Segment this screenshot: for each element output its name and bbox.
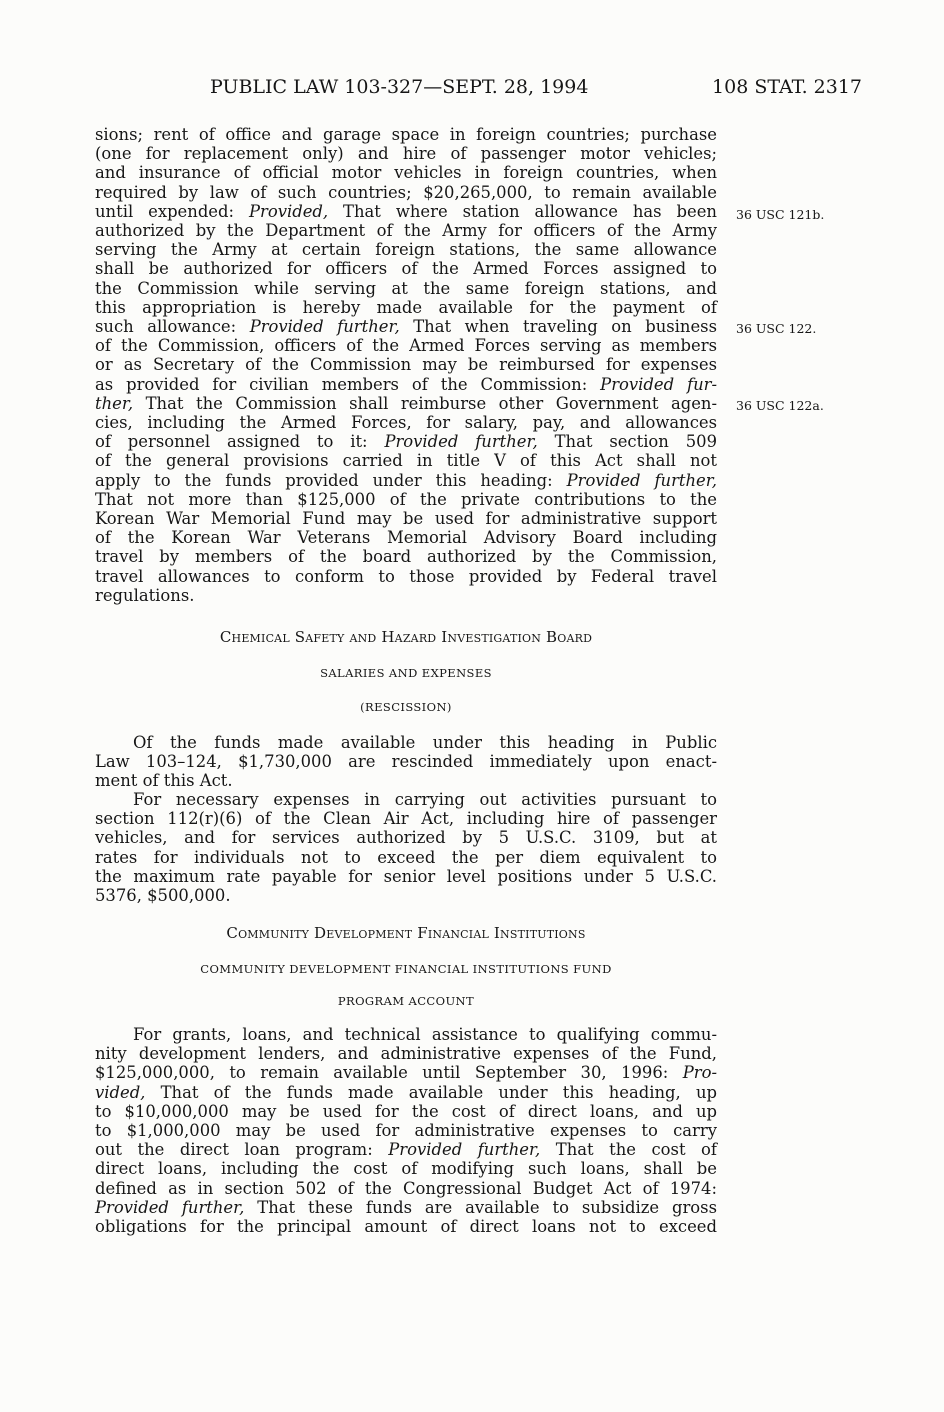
text-line: the Commission while serving at the same foreign stations, and bbox=[95, 278, 717, 298]
text-line: For necessary expenses in carrying out activities pursuant to bbox=[133, 790, 717, 809]
proviso-italic: Provided fur- bbox=[600, 374, 718, 394]
text-line: Korean War Memorial Fund may be used for administrative support bbox=[95, 509, 717, 529]
running-head-title: PUBLIC LAW 103-327—SEPT. 28, 1994 bbox=[210, 76, 589, 98]
text-line: 5376, $500,000. bbox=[95, 886, 231, 906]
text-line: vided, That of the funds made available under this heading, up bbox=[95, 1082, 717, 1102]
margin-citation: 36 USC 122. bbox=[736, 321, 817, 336]
text-line: apply to the funds provided under this heading: Provided further, bbox=[95, 470, 717, 490]
text-line: of personnel assigned to it: Provided further, That section 509 bbox=[95, 432, 717, 452]
text-line: until expended: Provided, That where station allowance has been bbox=[95, 201, 717, 221]
text-line: as provided for civilian members of the Commission: Provided fur- bbox=[95, 374, 718, 394]
text-line: That not more than $125,000 of the private contributions to the bbox=[95, 489, 717, 509]
proviso-italic: Provided further, bbox=[249, 317, 400, 337]
text-line: authorized by the Department of the Army for officers of the Army bbox=[95, 221, 717, 241]
agency-heading: Chemical Safety and Hazard Investigation Board bbox=[219, 628, 593, 646]
text-line: direct loans, including the cost of modifying such loans, shall be bbox=[95, 1159, 717, 1179]
text-line: of the general provisions carried in title V of this Act shall not bbox=[95, 451, 717, 471]
paragraph-rescission bbox=[95, 733, 717, 791]
statute-page-number: 108 STAT. 2317 bbox=[712, 76, 862, 98]
text-line: regulations. bbox=[95, 585, 195, 605]
margin-citation: 36 USC 122a. bbox=[736, 398, 824, 413]
proviso-italic: vided, bbox=[95, 1082, 146, 1102]
text-line: ment of this Act. bbox=[95, 771, 233, 791]
account-heading: SALARIES AND EXPENSES bbox=[320, 666, 492, 680]
text-line: sions; rent of office and garage space in foreign countries; purchase bbox=[95, 125, 717, 144]
text-line: out the direct loan program: Provided further, That the cost of bbox=[95, 1140, 717, 1160]
text-line: nity development lenders, and administrative expenses of the Fund, bbox=[95, 1044, 717, 1064]
text-line: or as Secretary of the Commission may be reimbursed for expenses bbox=[95, 355, 717, 375]
text-line: to $1,000,000 may be used for administrative expenses to carry bbox=[95, 1121, 717, 1141]
text-line: of the Korean War Veterans Memorial Advisory Board including bbox=[95, 528, 717, 548]
proviso-italic: Provided further, bbox=[566, 470, 717, 490]
text-line: cies, including the Armed Forces, for salary, pay, and allowances bbox=[95, 413, 717, 433]
margin-citation: 36 USC 121b. bbox=[736, 207, 825, 222]
text-line: such allowance: Provided further, That when traveling on business bbox=[95, 317, 717, 337]
rescission-heading: (RESCISSION) bbox=[360, 700, 452, 714]
proviso-italic: Pro- bbox=[682, 1063, 717, 1083]
text-line: shall be authorized for officers of the Armed Forces assigned to bbox=[95, 259, 717, 279]
text-line: serving the Army at certain foreign stations, the same allowance bbox=[95, 240, 717, 260]
text-line: vehicles, and for services authorized by 5 U.S.C. 3109, but at bbox=[95, 828, 717, 848]
paragraph-necessary-expenses bbox=[95, 790, 717, 905]
text-line: obligations for the principal amount of direct loans not to exceed bbox=[95, 1217, 717, 1237]
text-line: of the Commission, officers of the Armed Forces serving as members bbox=[95, 336, 717, 356]
proviso-italic: ther, bbox=[95, 393, 134, 413]
text-line: For grants, loans, and technical assistance to qualifying commu- bbox=[133, 1025, 717, 1044]
paragraph-commission-expenses bbox=[95, 125, 717, 605]
text-line: Of the funds made available under this heading in Public bbox=[133, 733, 717, 752]
text-line: rates for individuals not to exceed the per diem equivalent to bbox=[95, 847, 717, 867]
text-line: required by law of such countries; $20,265,000, to remain available bbox=[95, 182, 717, 202]
page-header bbox=[0, 76, 944, 100]
proviso-italic: Provided, bbox=[248, 201, 329, 221]
text-line: to $10,000,000 may be used for the cost of direct loans, and up bbox=[95, 1101, 717, 1121]
text-line: section 112(r)(6) of the Clean Air Act, including hire of passenger bbox=[95, 809, 717, 829]
text-line: and insurance of official motor vehicles in foreign countries, when bbox=[95, 163, 717, 183]
paragraph-grants-loans bbox=[95, 1025, 717, 1236]
text-line: $125,000,000, to remain available until September 30, 1996: Pro- bbox=[95, 1063, 717, 1083]
text-line: Law 103–124, $1,730,000 are rescinded immediately upon enact- bbox=[95, 752, 717, 772]
fund-heading: COMMUNITY DEVELOPMENT FINANCIAL INSTITUTIONS FUND bbox=[200, 962, 612, 976]
proviso-italic: Provided further, bbox=[384, 432, 538, 452]
text-line: defined as in section 502 of the Congressional Budget Act of 1974: bbox=[95, 1178, 717, 1198]
proviso-italic: Provided further, bbox=[95, 1197, 245, 1217]
text-line: Provided further, That these funds are available to subsidize gross bbox=[95, 1197, 717, 1217]
proviso-italic: Provided further, bbox=[388, 1140, 541, 1160]
account-heading: PROGRAM ACCOUNT bbox=[337, 994, 475, 1008]
text-line: the maximum rate payable for senior level positions under 5 U.S.C. bbox=[95, 866, 717, 886]
text-line: this appropriation is hereby made available for the payment of bbox=[95, 297, 717, 317]
text-line: (one for replacement only) and hire of passenger motor vehicles; bbox=[95, 144, 717, 164]
text-line: ther, That the Commission shall reimburse other Government agen- bbox=[95, 393, 717, 413]
agency-heading: Community Development Financial Institutions bbox=[226, 924, 586, 942]
text-line: travel allowances to conform to those provided by Federal travel bbox=[95, 566, 717, 586]
text-line: travel by members of the board authorized by the Commission, bbox=[95, 547, 717, 567]
